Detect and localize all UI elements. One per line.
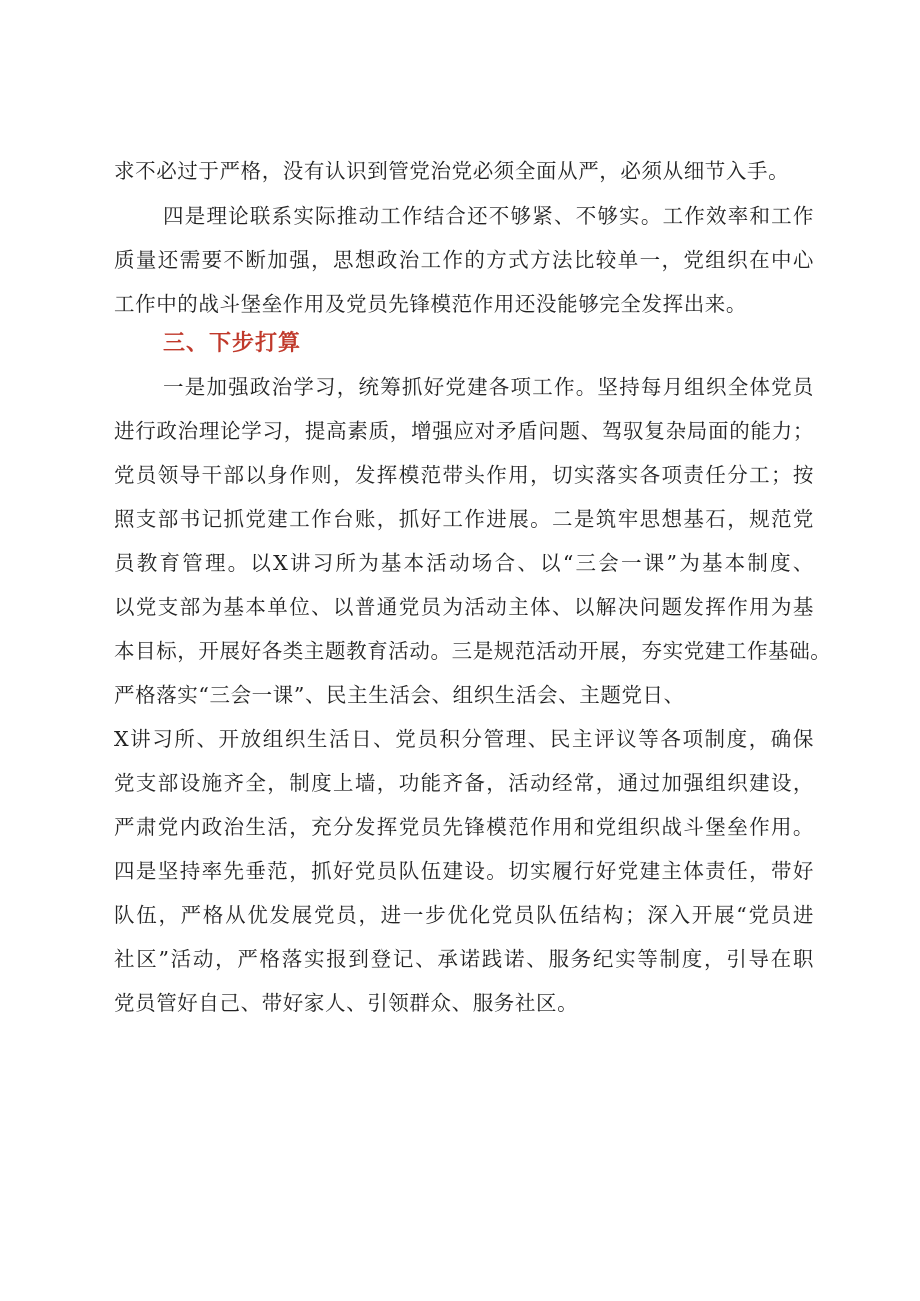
paragraph-line: 党员管好自己、带好家人、引领群众、服务社区。 bbox=[114, 991, 579, 1015]
paragraph-line: 质量还需要不断加强，思想政治工作的方式方法比较单一，党组织在中心 bbox=[114, 248, 814, 272]
paragraph-line: 求不必过于严格，没有认识到管党治党必须全面从严，必须从细节入手。 bbox=[114, 159, 790, 183]
paragraph-line: 一是加强政治学习，统筹抓好党建各项工作。坚持每月组织全体党员 bbox=[163, 375, 814, 399]
paragraph-line: 四是理论联系实际推动工作结合还不够紧、不够实。工作效率和工作 bbox=[163, 204, 814, 228]
paragraph-line: 严肃党内政治生活，充分发挥党员先锋模范作用和党组织战斗堡垒作用。 bbox=[114, 815, 814, 839]
paragraph-line: 严格落实“三会一课”、民主生活会、组织生活会、主题党日、 bbox=[114, 683, 685, 707]
paragraph-line: 员教育管理。以X讲习所为基本活动场合、以“三会一课”为基本制度、 bbox=[114, 551, 814, 575]
paragraph-line: 四是坚持率先垂范，抓好党员队伍建设。切实履行好党建主体责任，带好 bbox=[114, 859, 814, 883]
paragraph-line: 照支部书记抓党建工作台账，抓好工作进展。二是筑牢思想基石，规范党 bbox=[114, 507, 814, 531]
paragraph-line: 社区”活动，严格落实报到登记、承诺践诺、服务纪实等制度，引导在职 bbox=[114, 947, 814, 971]
paragraph-line: 进行政治理论学习，提高素质，增强应对矛盾问题、驾驭复杂局面的能力； bbox=[114, 419, 814, 443]
paragraph-line: 党支部设施齐全，制度上墙，功能齐备，活动经常，通过加强组织建设， bbox=[114, 771, 814, 795]
paragraph-line: 本目标，开展好各类主题教育活动。三是规范活动开展，夯实党建工作基础。 bbox=[114, 639, 832, 663]
paragraph-line: X讲习所、开放组织生活日、党员积分管理、民主评议等各项制度，确保 bbox=[114, 727, 814, 751]
paragraph-line: 工作中的战斗堡垒作用及党员先锋模范作用还没能够完全发挥出来。 bbox=[114, 292, 747, 316]
section-heading: 三、下步打算 bbox=[163, 330, 302, 356]
paragraph-line: 队伍，严格从优发展党员，进一步优化党员队伍结构；深入开展“党员进 bbox=[114, 903, 814, 927]
paragraph-line: 党员领导干部以身作则，发挥模范带头作用，切实落实各项责任分工；按 bbox=[114, 463, 814, 487]
paragraph-line: 以党支部为基本单位、以普通党员为活动主体、以解决问题发挥作用为基 bbox=[114, 595, 814, 619]
